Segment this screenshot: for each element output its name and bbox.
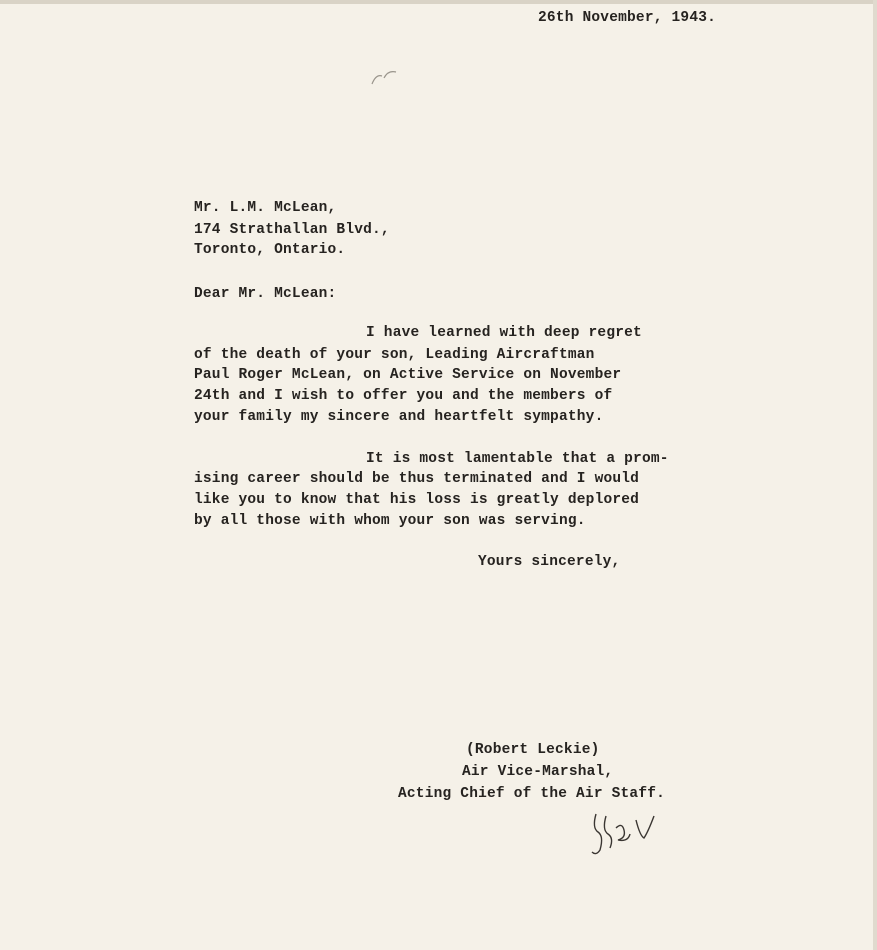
pencil-mark-icon: [370, 68, 400, 86]
recipient-street: 174 Strathallan Blvd.,: [194, 222, 390, 238]
letter-date: 26th November, 1943.: [538, 10, 717, 26]
signatory-rank: Air Vice-Marshal,: [462, 764, 614, 780]
paragraph1-line: Paul Roger McLean, on Active Service on November: [194, 367, 622, 383]
paragraph2-line: ising career should be thus terminated and I would: [194, 471, 640, 487]
paragraph1-line: your family my sincere and heartfelt sympathy.: [194, 409, 604, 425]
paragraph1-line: I have learned with deep regret: [366, 325, 642, 341]
paragraph1-line: 24th and I wish to offer you and the members of: [194, 388, 613, 404]
salutation: Dear Mr. McLean:: [194, 286, 337, 302]
paragraph1-line: of the death of your son, Leading Aircraftman: [194, 347, 595, 363]
closing: Yours sincerely,: [478, 554, 621, 570]
paragraph2-line: by all those with whom your son was serving.: [194, 513, 586, 529]
page-edge-right: [873, 0, 877, 950]
paragraph2-line: It is most lamentable that a prom-: [366, 451, 669, 467]
paragraph2-line: like you to know that his loss is greatly deplored: [194, 492, 640, 508]
handwritten-initials-icon: [588, 806, 660, 858]
page-edge-top: [0, 0, 877, 4]
signatory-title: Acting Chief of the Air Staff.: [398, 786, 666, 802]
recipient-name: Mr. L.M. McLean,: [194, 200, 337, 216]
recipient-city: Toronto, Ontario.: [194, 242, 346, 258]
signatory-name: (Robert Leckie): [466, 742, 600, 758]
